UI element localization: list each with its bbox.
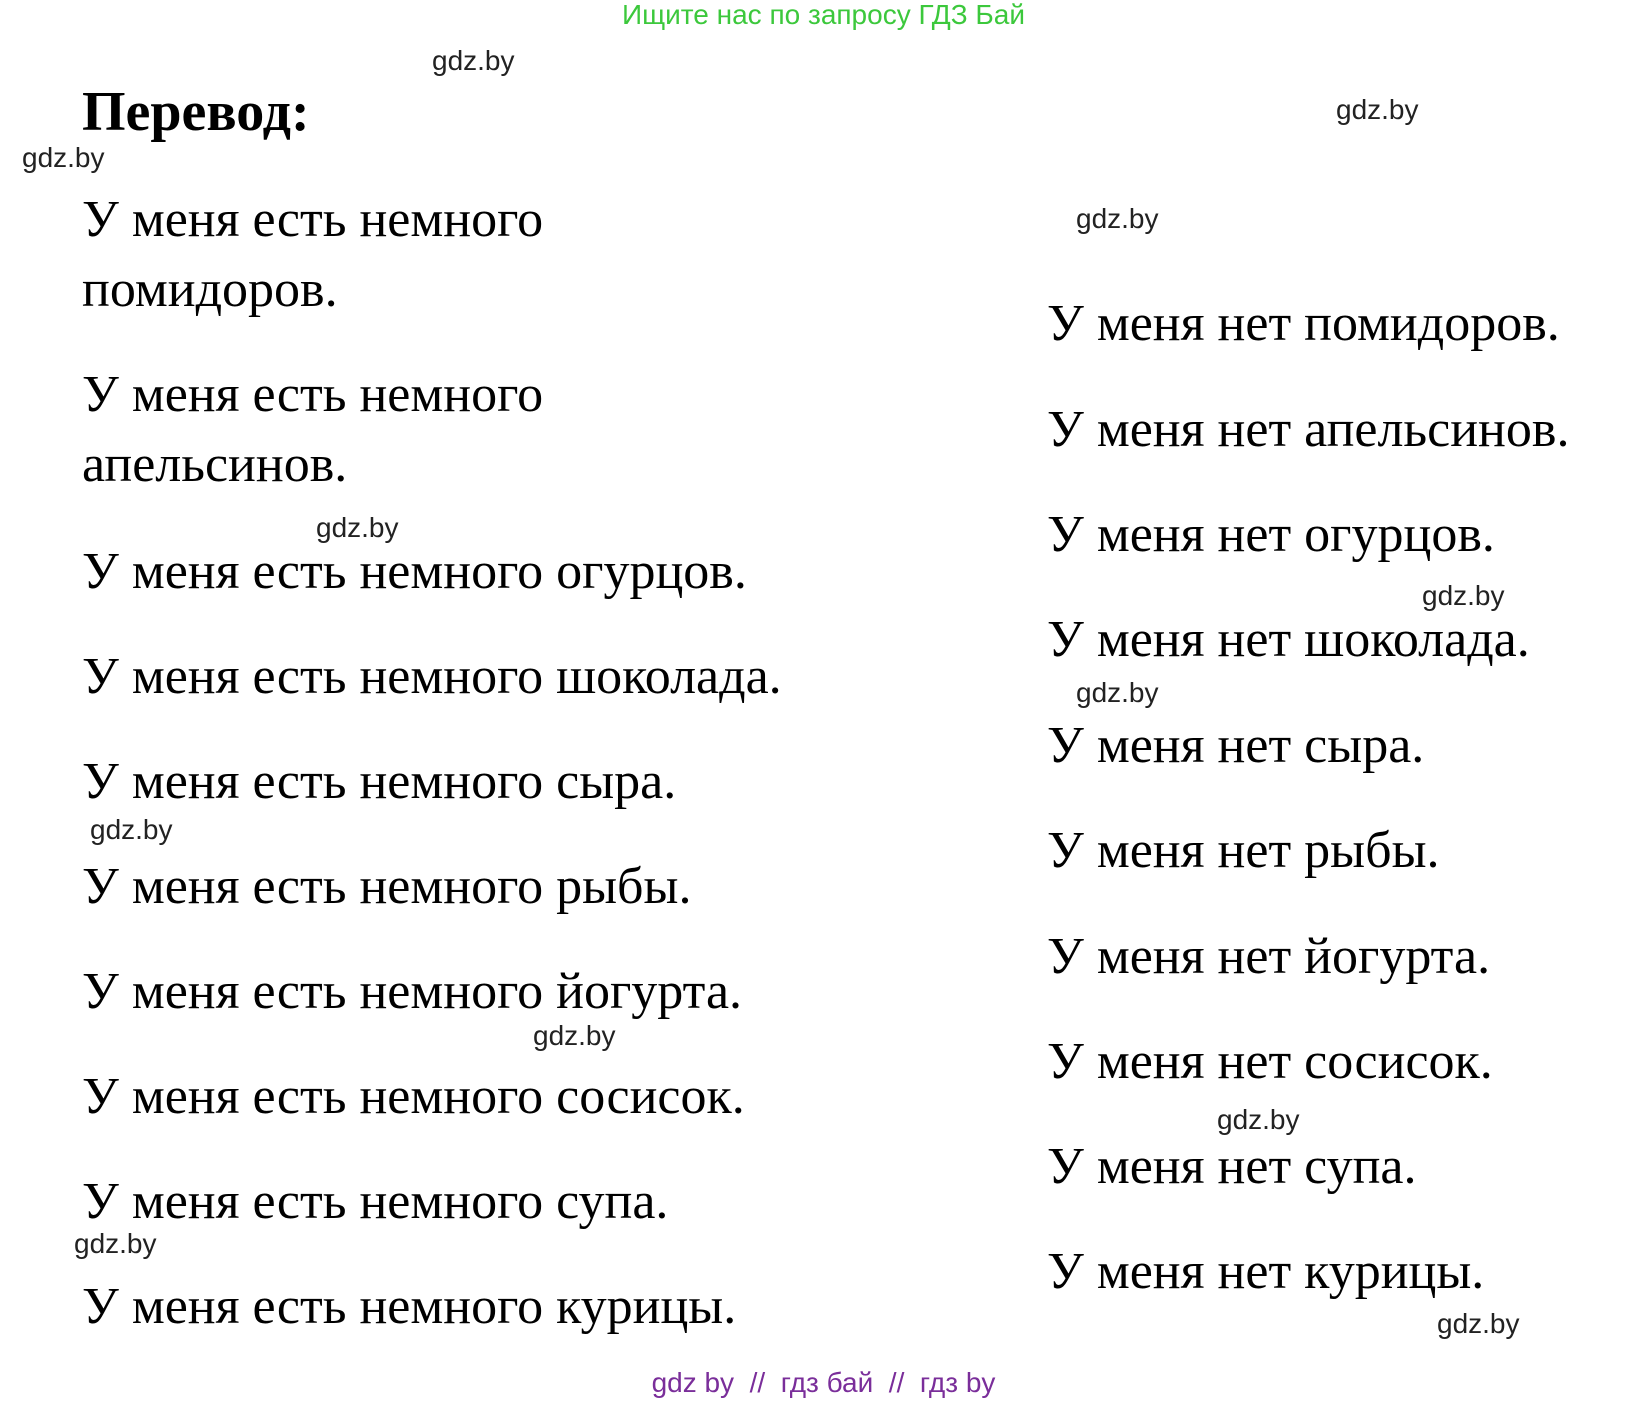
- left-sentence: У меня есть немного сосисок.: [82, 1068, 745, 1125]
- page-title: Перевод:: [82, 81, 310, 143]
- right-sentence: У меня нет шоколада.: [1047, 611, 1530, 668]
- watermark: gdz.by: [1076, 203, 1159, 234]
- watermark: gdz.by: [22, 142, 105, 173]
- watermark: gdz.by: [316, 512, 399, 543]
- right-sentence: У меня нет огурцов.: [1047, 506, 1495, 563]
- right-sentence: У меня нет апельсинов.: [1047, 401, 1570, 458]
- right-sentence: У меня нет сыра.: [1047, 717, 1425, 774]
- left-sentence: У меня есть немного сыра.: [82, 753, 677, 810]
- footer-links[interactable]: gdz by // гдз бай // гдз by: [651, 1367, 996, 1398]
- left-sentence: У меня есть немного йогурта.: [82, 963, 743, 1020]
- watermark: gdz.by: [432, 45, 515, 76]
- right-sentence: У меня нет йогурта.: [1047, 928, 1491, 985]
- right-sentence: У меня нет рыбы.: [1047, 822, 1440, 879]
- right-sentence: У меня нет сосисок.: [1047, 1033, 1493, 1090]
- left-sentence: У меня есть немного помидоров.: [82, 191, 544, 318]
- right-sentence: У меня нет помидоров.: [1047, 295, 1560, 352]
- watermark: gdz.by: [1422, 580, 1505, 611]
- right-sentence: У меня нет курицы.: [1047, 1243, 1485, 1300]
- watermark: gdz.by: [1336, 94, 1419, 125]
- left-sentence: У меня есть немного рыбы.: [82, 858, 692, 915]
- watermark: gdz.by: [533, 1020, 616, 1051]
- left-sentence: У меня есть немного огурцов.: [82, 543, 747, 600]
- right-sentence: У меня нет супа.: [1047, 1138, 1417, 1195]
- left-sentence: У меня есть немного супа.: [82, 1173, 669, 1230]
- watermark: gdz.by: [1217, 1104, 1300, 1135]
- left-sentence: У меня есть немного курицы.: [82, 1278, 737, 1335]
- watermark: gdz.by: [1076, 677, 1159, 708]
- watermark: gdz.by: [1437, 1308, 1520, 1339]
- left-sentence: У меня есть немного апельсинов.: [82, 366, 544, 493]
- watermark: gdz.by: [74, 1228, 157, 1259]
- search-hint-link[interactable]: Ищите нас по запросу ГДЗ Бай: [621, 0, 1026, 30]
- left-sentence: У меня есть немного шоколада.: [82, 648, 782, 705]
- watermark: gdz.by: [90, 814, 173, 845]
